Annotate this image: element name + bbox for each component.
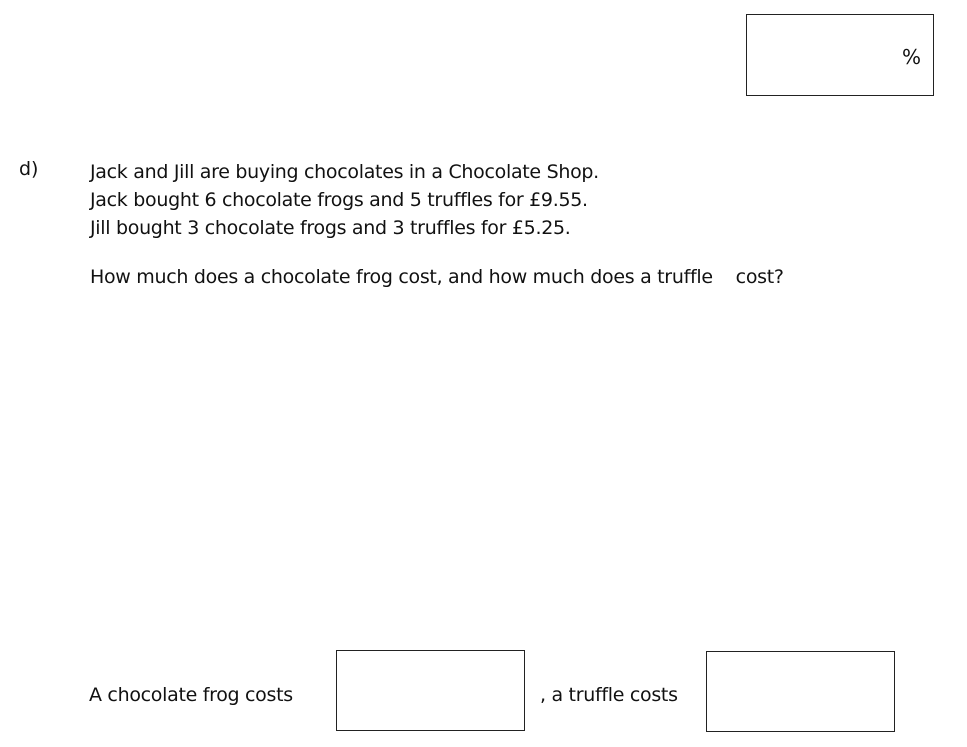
truffle-cost-answer-box[interactable] [706, 651, 895, 732]
question-line: Jack and Jill are buying chocolates in a Chocolate Shop. [90, 161, 599, 183]
question-text [90, 158, 599, 242]
frog-cost-answer-box[interactable] [336, 650, 525, 731]
percent-symbol: % [901, 45, 921, 69]
question-line: Jill bought 3 chocolate frogs and 3 truffles for £5.25. [90, 217, 571, 239]
question-line: Jack bought 6 chocolate frogs and 5 truffles for £9.55. [90, 189, 588, 211]
frog-cost-label: A chocolate frog costs [89, 684, 293, 706]
truffle-cost-label: , a truffle costs [540, 684, 678, 706]
question-prompt: How much does a chocolate frog cost, and how much does a truffle cost? [90, 266, 784, 288]
question-part-label: d) [19, 158, 39, 180]
percentage-answer-box[interactable] [746, 14, 934, 96]
